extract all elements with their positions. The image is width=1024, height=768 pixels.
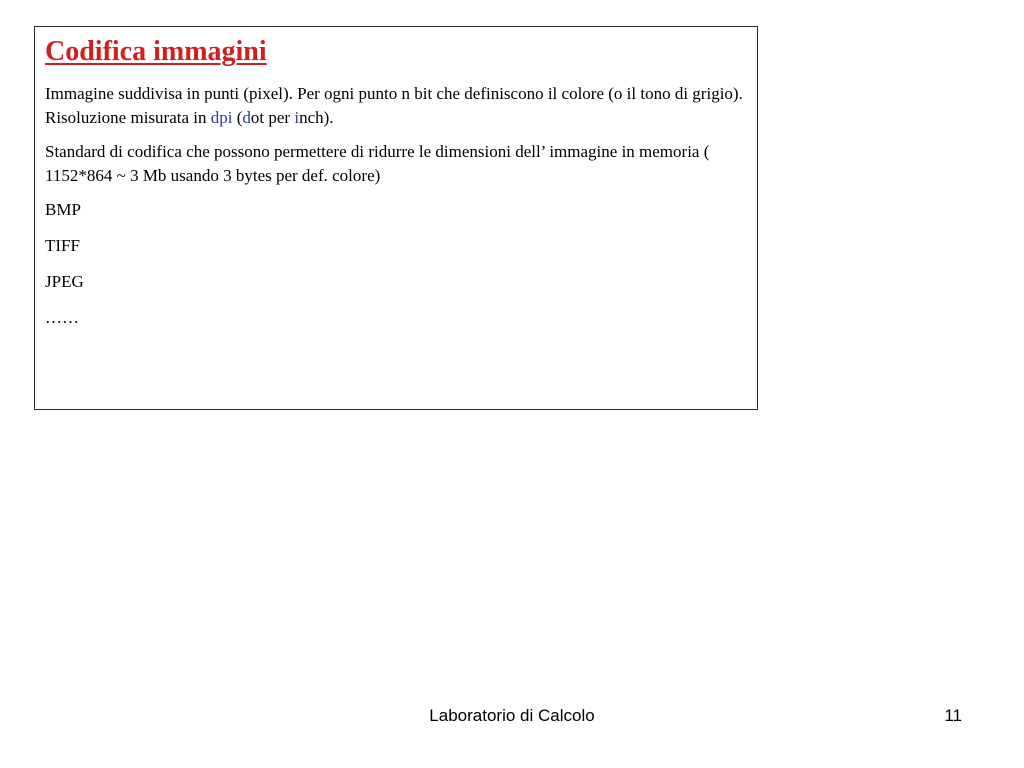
- inch-initial: i: [294, 108, 300, 127]
- dot-initial: d: [242, 108, 251, 127]
- nch-text: nch).: [299, 108, 334, 127]
- format-item-bmp: BMP: [45, 200, 81, 219]
- page-number: 11: [944, 706, 962, 725]
- slide-title: Codifica immagini: [45, 36, 267, 67]
- format-item-ellipsis: ……: [45, 308, 79, 327]
- format-item-jpeg: JPEG: [45, 272, 84, 291]
- ot-per-text: ot per: [250, 108, 295, 127]
- resolution-text: Immagine suddivisa in punti (pixel). Per ogni punto n bit che definiscono il colore (o il tono di grigio). Risoluzione misurata in: [45, 84, 743, 127]
- format-item-tiff: TIFF: [45, 236, 80, 255]
- dpi-term: dpi: [210, 108, 233, 127]
- content-box: [34, 26, 758, 410]
- open-paren: (: [232, 108, 243, 127]
- standards-paragraph: Standard di codifica che possono permettere di ridurre le dimensioni dell’ immagine in memoria ( 1152*864 ~ 3 Mb usando 3 bytes per def. colore): [45, 142, 710, 185]
- resolution-paragraph: [45, 82, 747, 130]
- footer-course-title: Laboratorio di Calcolo: [429, 706, 595, 725]
